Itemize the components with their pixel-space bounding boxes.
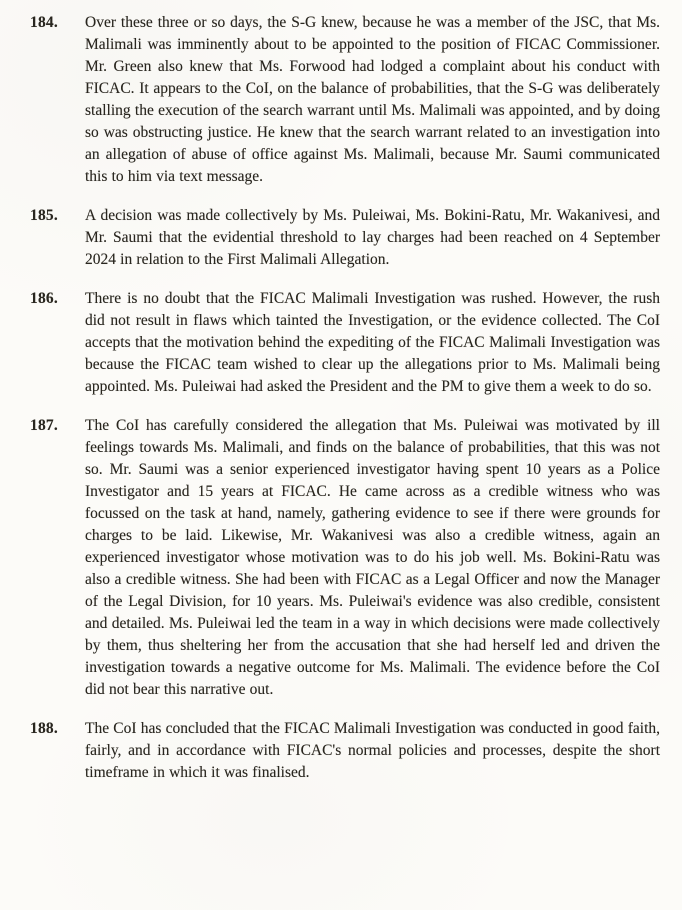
paragraph-188 — [30, 718, 660, 784]
paragraph-text-188: The CoI has concluded that the FICAC Malimali Investigation was conducted in good faith, fairly, and in accordance with FICAC's normal policies and processes, despite the short timeframe in which it was finalised. — [85, 720, 660, 781]
paragraph-text-184: Over these three or so days, the S-G knew, because he was a member of the JSC, that Ms. Malimali was imminently about to be appointed to the position of FICAC Commissioner. Mr. Green also knew that Ms. Forwood had lodged a complaint about his conduct with FICAC. It appears to the CoI, on the balance of probabilities, that the S-G was deliberately stalling the execution of the search warrant until Ms. Malimali was appointed, and by doing so was obstructing justice. He knew that the search warrant related to an investigation into an allegation of abuse of office against Ms. Malimali, because Mr. Saumi communicated this to him via text message. — [85, 14, 660, 185]
paragraph-number-187: 187. — [30, 417, 58, 434]
paragraph-number-184: 184. — [30, 14, 58, 31]
paragraph-number-186: 186. — [30, 290, 58, 307]
paragraph-186 — [30, 288, 660, 398]
paragraph-187 — [30, 415, 660, 701]
paragraph-185 — [30, 205, 660, 271]
paragraph-text-187: The CoI has carefully considered the allegation that Ms. Puleiwai was motivated by ill feelings towards Ms. Malimali, and finds on the balance of probabilities, that this was not so. Mr. Saumi was a senior experienced investigator having spent 10 years as a Police Investigator and 15 years at FICAC. He came across as a credible witness who was focussed on the task at hand, namely, gathering evidence to see if there were grounds for charges to be laid. Likewise, Mr. Wakanivesi was also a credible witness, again an experienced investigator whose motivation was to do his job well. Ms. Bokini-Ratu was also a credible witness. She had been with FICAC as a Legal Officer and now the Manager of the Legal Division, for 10 years. Ms. Puleiwai's evidence was also credible, consistent and detailed. Ms. Puleiwai led the team in a way in which decisions were made collectively by them, thus sheltering her from the accusation that she had herself led and driven the investigation towards a negative outcome for Ms. Malimali. The evidence before the CoI did not bear this narrative out. — [85, 417, 660, 698]
paragraph-text-186: There is no doubt that the FICAC Malimali Investigation was rushed. However, the rush did not result in flaws which tainted the Investigation, or the evidence collected. The CoI accepts that the motivation behind the expediting of the FICAC Malimali Investigation was because the FICAC team wished to clear up the allegations prior to Ms. Malimali being appointed. Ms. Puleiwai had asked the President and the PM to give them a week to do so. — [85, 290, 660, 395]
paragraph-text-185: A decision was made collectively by Ms. Puleiwai, Ms. Bokini-Ratu, Mr. Wakanivesi, and Mr. Saumi that the evidential threshold to lay charges had been reached on 4 September 2024 in relation to the First Malimali Allegation. — [85, 207, 660, 268]
paragraph-number-188: 188. — [30, 720, 58, 737]
paragraph-184 — [30, 12, 660, 188]
paragraph-number-185: 185. — [30, 207, 58, 224]
